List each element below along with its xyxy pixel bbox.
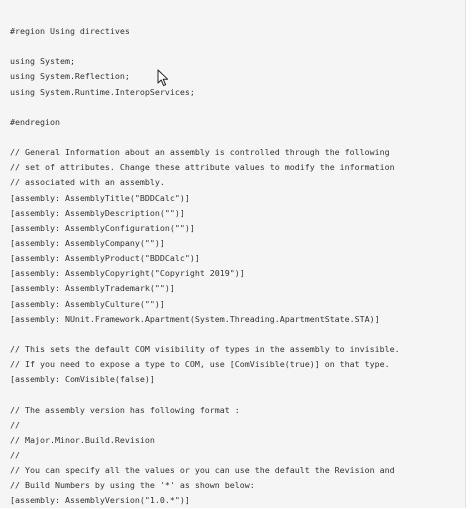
code-line: // If you need to expose a type to COM, use [ComVisible(true)] on that type. — [10, 359, 390, 370]
code-line: [assembly: ComVisible(false)] — [10, 374, 155, 385]
code-line: [assembly: AssemblyVersion("1.0.*")] — [10, 495, 190, 506]
code-line: // associated with an assembly. — [10, 177, 165, 188]
code-line: // set of attributes. Change these attribute values to modify the information — [10, 162, 395, 173]
code-line: using System.Runtime.InteropServices; — [10, 86, 195, 97]
code-line: [assembly: AssemblyCopyright("Copyright 2019")] — [10, 268, 245, 279]
code-line — [10, 387, 461, 402]
code-line — [10, 327, 461, 342]
code-line: [assembly: AssemblyConfiguration("")] — [10, 222, 195, 233]
code-line: // — [10, 419, 20, 430]
mouse-pointer-icon — [157, 69, 169, 87]
code-line — [10, 130, 461, 145]
code-line: [assembly: AssemblyCulture("")] — [10, 298, 165, 309]
code-line: #region Using directives — [10, 26, 130, 36]
code-line: // Major.Minor.Build.Revision — [10, 434, 155, 445]
code-line: #endregion — [10, 116, 60, 127]
code-line: [assembly: AssemblyTitle("BDDCalc")] — [10, 192, 190, 203]
code-line: [assembly: AssemblyTrademark("")] — [10, 283, 175, 294]
code-line: // You can specify all the values or you can use the default the Revision and — [10, 465, 395, 476]
code-line: using System.Reflection; — [10, 71, 130, 82]
code-line: using System; — [10, 56, 75, 67]
code-line — [10, 39, 461, 54]
code-line: [assembly: AssemblyProduct("BDDCalc")] — [10, 253, 200, 264]
code-line: // This sets the default COM visibility of types in the assembly to invisible. — [10, 343, 400, 354]
code-line: [assembly: AssemblyDescription("")] — [10, 207, 185, 218]
code-line: [assembly: AssemblyCompany("")] — [10, 237, 165, 248]
code-line: // The assembly version has following format : — [10, 404, 240, 415]
code-line: [assembly: NUnit.Framework.Apartment(System.Threading.ApartmentState.STA)] — [10, 313, 380, 324]
code-line: // General Information about an assembly is controlled through the following — [10, 147, 390, 158]
code-listing — [10, 24, 461, 509]
code-line: // — [10, 449, 20, 460]
code-line: // Build Numbers by using the '*' as shown below: — [10, 480, 255, 491]
code-line — [10, 100, 461, 115]
